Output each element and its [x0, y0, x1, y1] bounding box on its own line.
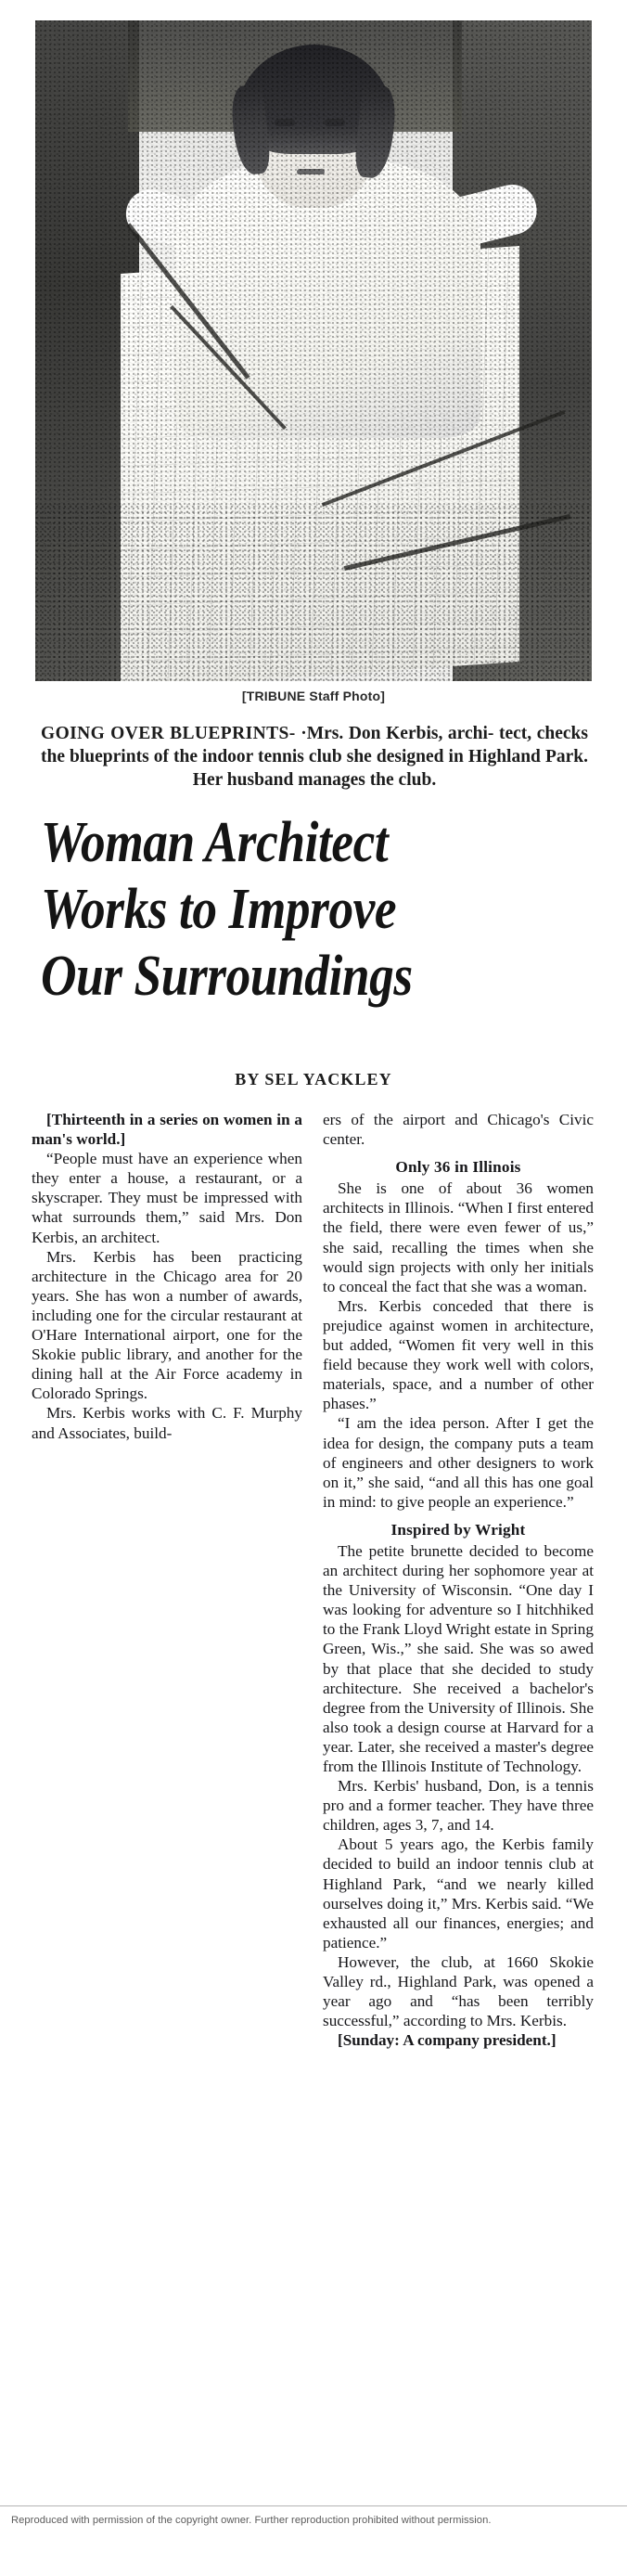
paragraph-left-2: Mrs. Kerbis has been practicing architecture in the Chicago area for 20 years. She has won a number of awards, including one for the circular restaurant at O'Hare International airport, one for the Skokie public library, and another for the dining hall at the Air Force academy in Colorado Springs.: [32, 1247, 302, 1403]
subhead-inspired-by-wright: Inspired by Wright: [390, 1520, 526, 1539]
paragraph-right-continuation: ers of the airport and Chicago's Civic center.: [323, 1111, 594, 1149]
photo-credit: [TRIBUNE Staff Photo]: [241, 689, 386, 703]
paragraph-left-3: Mrs. Kerbis works with C. F. Murphy and Associates, build-: [32, 1404, 302, 1442]
paragraph-right-1: She is one of about 36 women architects in Illinois. “When I first entered the field, there were even fewer of us,” she said, recalling the times when she would sign projects with only her initials to conceal the fact that she was a woman.: [323, 1179, 594, 1295]
photo-canvas: [35, 20, 592, 681]
paragraph-left-1: “People must have an experience when they enter a house, a restaurant, or a skyscraper. They must be impressed with what surrounds them,” said Mrs. Don Kerbis, an architect.: [32, 1150, 302, 1246]
paragraph-right-3: “I am the idea person. After I get the idea for design, the company puts a team of engineers and other designers to work on it,” she said, “and all this has one goal in mind: to give people an experience.”: [323, 1414, 594, 1511]
article-photo: [35, 20, 592, 681]
headline-line-2: Works to Improve: [41, 878, 397, 941]
footer-divider: [0, 2505, 627, 2506]
caption-body: ·Mrs. Don Kerbis, archi- tect, checks the blueprints of the indoor tennis club she designed in Highland Park. Her husband manages the club.: [41, 724, 588, 790]
paragraph-right-2: Mrs. Kerbis conceded that there is prejudice against women in architecture, but added, “Women fit very well in this field because they work well with colors, materials, space, and a number of other phases.”: [323, 1296, 594, 1413]
copyright-notice: Reproduced with permission of the copyright owner. Further reproduction prohibited without permission.: [11, 2515, 492, 2526]
paragraph-right-4: The petite brunette decided to become an architect during her sophomore year at the University of Wisconsin. “One day I was looking for adventure so I hitchhiked to the Frank Lloyd Wright estate in Spring Green, Wis.,” she said. She was so awed by that place that she decided to study architecture. She received a bachelor's degree from the University of Illinois. She also took a design course at Harvard for a year. Later, she received a master's degree from the Illinois Institute of Technology.: [323, 1541, 594, 1775]
photo-halftone: [35, 20, 592, 681]
article-headline: [41, 809, 519, 1010]
paragraph-right-5: Mrs. Kerbis' husband, Don, is a tennis pro and a former teacher. They have three children, ages 3, 7, and 14.: [323, 1777, 594, 1835]
subhead-only-36-in-illinois: Only 36 in Illinois: [395, 1158, 521, 1177]
paragraph-right-7: However, the club, at 1660 Skokie Valley rd., Highland Park, was opened a year ago and “has been terribly successful,” according to Mrs. Kerbis.: [323, 1952, 594, 2030]
series-note: [Thirteenth in a series on women in a man's world.]: [32, 1111, 302, 1149]
closing-note: [Sunday: A company president.]: [338, 2031, 557, 2050]
article-column-right: [323, 1110, 594, 2050]
paragraph-right-6: About 5 years ago, the Kerbis family decided to build an indoor tennis club at Highland Park, “and we nearly killed ourselves doing it,” Mrs. Kerbis said. “We exhausted all our finances, energies; and patience.”: [323, 1835, 594, 1951]
photo-caption: [41, 722, 588, 792]
headline-line-1: Woman Architect: [41, 811, 389, 874]
caption-lead: GOING OVER BLUEPRINTS-: [41, 724, 296, 743]
headline-line-3: Our Surroundings: [41, 945, 413, 1008]
article-byline: BY SEL YACKLEY: [235, 1070, 392, 1088]
article-column-left: [32, 1110, 302, 1443]
